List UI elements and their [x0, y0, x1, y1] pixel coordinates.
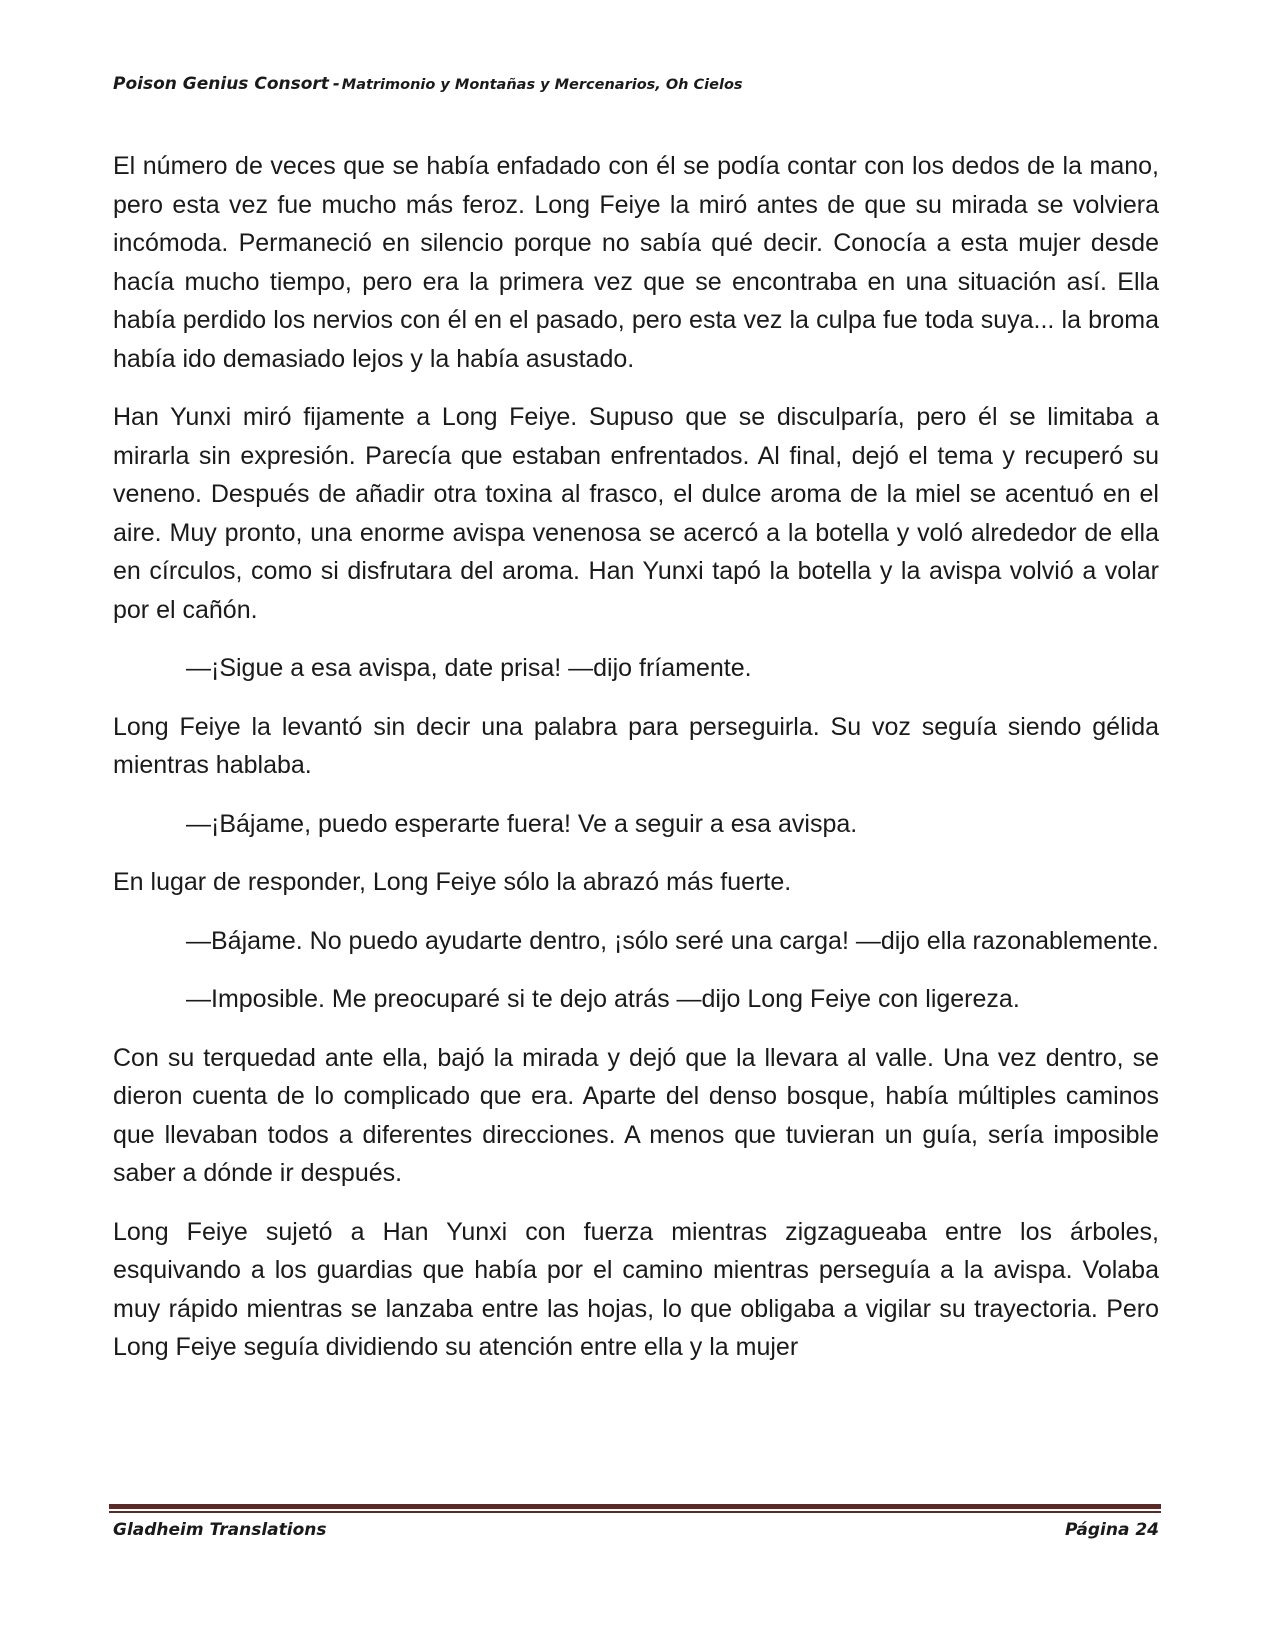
- page-header: [113, 74, 743, 94]
- dialogue-line: —Bájame. No puedo ayudarte dentro, ¡sólo seré una carga! —dijo ella razonablemente.: [186, 926, 1159, 955]
- dialogue-line: —¡Bájame, puedo esperarte fuera! Ve a seguir a esa avispa.: [186, 809, 858, 838]
- chapter-title: Matrimonio y Montañas y Mercenarios, Oh Cielos: [341, 77, 743, 93]
- header-separator: -: [332, 74, 340, 93]
- footer-divider: [109, 1504, 1161, 1514]
- series-title: Poison Genius Consort: [113, 74, 329, 94]
- paragraph: En lugar de responder, Long Feiye sólo la abrazó más fuerte.: [113, 868, 792, 896]
- paragraph: Long Feiye la levantó sin decir una palabra para perseguirla. Su voz seguía siendo gélida mientras hablaba.: [113, 712, 1159, 779]
- footer-divider-thin: [109, 1511, 1161, 1513]
- dialogue-line: —Imposible. Me preocuparé si te dejo atrás —dijo Long Feiye con ligereza.: [186, 985, 1020, 1013]
- page-number: Página 24: [1065, 1520, 1159, 1540]
- footer-translator: Gladheim Translations: [113, 1520, 327, 1540]
- paragraph: Con su terquedad ante ella, bajó la mirada y dejó que la llevara al valle. Una vez dentro, se dieron cuenta de lo complicado que era. Aparte del denso bosque, había múltiples caminos que llevaban todos a diferentes direcciones. A menos que tuvieran un guía, sería imposible saber a dónde ir después.: [113, 1043, 1159, 1187]
- paragraph: Long Feiye sujetó a Han Yunxi con fuerza mientras zigzagueaba entre los árboles, esquivando a los guardias que había por el camino mientras perseguía a la avispa. Volaba muy rápido mientras se lanzaba entre las hojas, lo que obligaba a vigilar su trayectoria. Pero Long Feiye seguía dividiendo su atención entre ella y la mujer: [113, 1217, 1159, 1361]
- page-footer: [113, 1520, 1159, 1540]
- footer-divider-thick: [109, 1504, 1161, 1509]
- page-body: [113, 147, 1159, 1387]
- paragraph: Han Yunxi miró fijamente a Long Feiye. Supuso que se disculparía, pero él se limitaba a mirarla sin expresión. Parecía que estaban enfrentados. Al final, dejó el tema y recuperó su veneno. Después de añadir otra toxina al frasco, el dulce aroma de la miel se acentuó en el aire. Muy pronto, una enorme avispa venenosa se acercó a la botella y voló alrededor de ella en círculos, como si disfrutara del aroma. Han Yunxi tapó la botella y la avispa volvió a volar por el cañón.: [113, 403, 1159, 624]
- paragraph: El número de veces que se había enfadado con él se podía contar con los dedos de la mano, pero esta vez fue mucho más feroz. Long Feiye la miró antes de que su mirada se volviera incómoda. Permaneció en silencio porque no sabía qué decir. Conocía a esta mujer desde hacía mucho tiempo, pero era la primera vez que se encontraba en una situación así. Ella había perdido los nervios con él en el pasado, pero esta vez la culpa fue toda suya... la broma había ido demasiado lejos y la había asustado.: [113, 152, 1159, 373]
- dialogue-line: —¡Sigue a esa avispa, date prisa! —dijo fríamente.: [186, 654, 752, 682]
